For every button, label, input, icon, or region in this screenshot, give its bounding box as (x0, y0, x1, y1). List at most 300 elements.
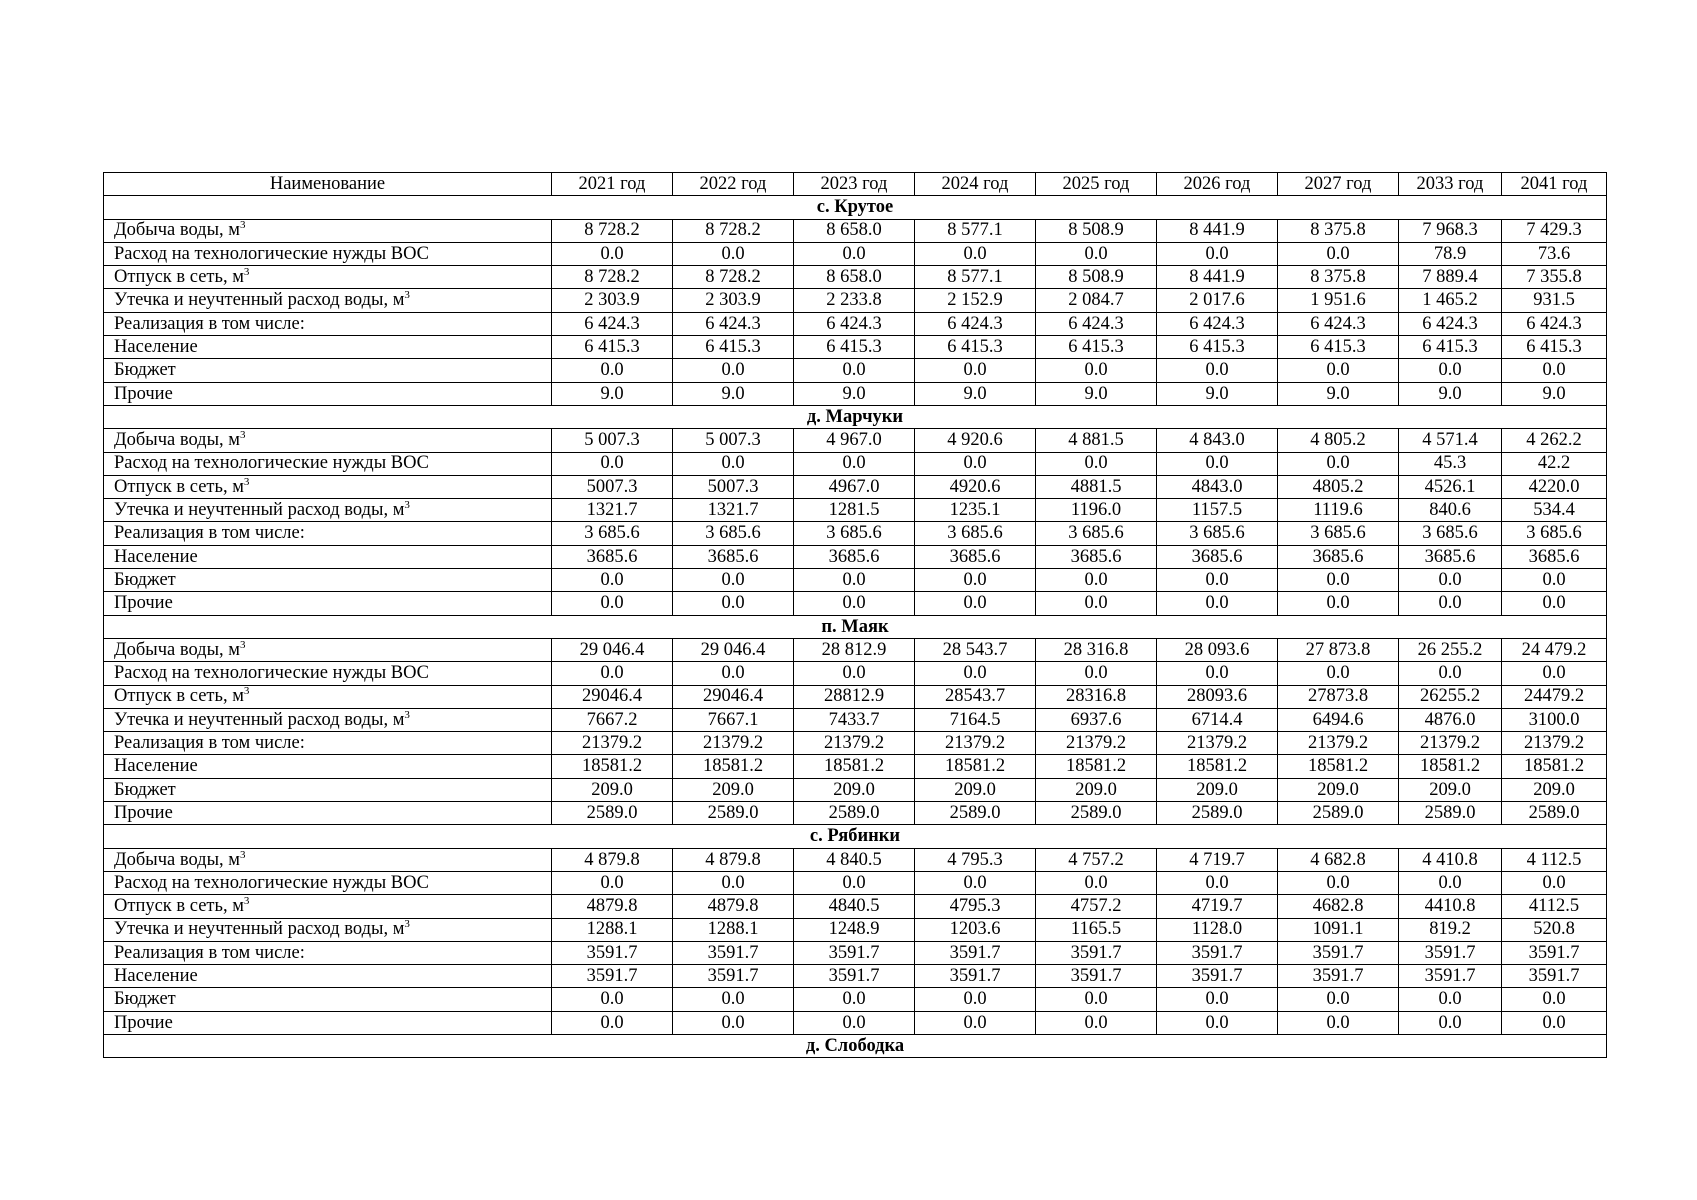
value-cell: 7667.2 (552, 708, 673, 731)
row-name-cell (104, 685, 552, 708)
value-cell: 4757.2 (1036, 895, 1157, 918)
header-row (104, 173, 1607, 196)
table-row (104, 755, 1607, 778)
unit-superscript: 3 (239, 638, 246, 651)
value-cell: 2589.0 (1157, 802, 1278, 825)
value-cell: 3591.7 (552, 941, 673, 964)
unit-superscript: 3 (243, 685, 250, 698)
value-cell: 6 424.3 (1399, 312, 1502, 335)
value-cell: 28543.7 (915, 685, 1036, 708)
value-cell: 0.0 (794, 452, 915, 475)
value-cell: 0.0 (915, 242, 1036, 265)
value-cell: 21379.2 (1399, 732, 1502, 755)
value-cell: 29046.4 (552, 685, 673, 708)
row-name-cell (104, 499, 552, 522)
row-name: Отпуск в сеть, м (114, 896, 244, 917)
value-cell: 29046.4 (673, 685, 794, 708)
table-body (104, 196, 1607, 1058)
value-cell: 18581.2 (673, 755, 794, 778)
value-cell: 6 424.3 (552, 312, 673, 335)
value-cell: 0.0 (794, 242, 915, 265)
row-name: Население (114, 965, 198, 986)
table-row (104, 685, 1607, 708)
value-cell: 0.0 (1036, 988, 1157, 1011)
value-cell: 6 415.3 (673, 336, 794, 359)
value-cell: 2589.0 (1036, 802, 1157, 825)
row-name: Прочие (114, 802, 173, 823)
value-cell: 4 112.5 (1502, 848, 1607, 871)
value-cell: 2589.0 (552, 802, 673, 825)
value-cell: 0.0 (1399, 359, 1502, 382)
unit-superscript: 3 (239, 219, 246, 232)
value-cell: 9.0 (794, 382, 915, 405)
row-name: Бюджет (114, 569, 176, 590)
value-cell: 6 415.3 (1036, 336, 1157, 359)
unit-superscript: 3 (239, 429, 246, 442)
value-cell: 21379.2 (1278, 732, 1399, 755)
value-cell: 0.0 (915, 871, 1036, 894)
value-cell: 4876.0 (1399, 708, 1502, 731)
value-cell: 0.0 (915, 569, 1036, 592)
value-cell: 0.0 (915, 359, 1036, 382)
row-name: Прочие (114, 593, 173, 614)
value-cell: 0.0 (1502, 1011, 1607, 1034)
table-row (104, 452, 1607, 475)
unit-superscript: 3 (404, 918, 410, 931)
table-row (104, 429, 1607, 452)
value-cell: 0.0 (1157, 452, 1278, 475)
value-cell: 0.0 (1157, 592, 1278, 615)
value-cell: 4 840.5 (794, 848, 915, 871)
header-cell-name: Наименование (104, 173, 552, 196)
value-cell: 3591.7 (1399, 941, 1502, 964)
table-row (104, 895, 1607, 918)
unit-superscript: 3 (404, 708, 410, 721)
header-cell-year: 2021 год (552, 173, 673, 196)
table-row (104, 522, 1607, 545)
value-cell: 6 415.3 (552, 336, 673, 359)
value-cell: 0.0 (915, 988, 1036, 1011)
table-row (104, 848, 1607, 871)
value-cell: 26255.2 (1399, 685, 1502, 708)
table-row (104, 499, 1607, 522)
value-cell: 1 951.6 (1278, 289, 1399, 312)
table-row (104, 312, 1607, 335)
table-row (104, 802, 1607, 825)
value-cell: 0.0 (915, 452, 1036, 475)
value-cell: 1248.9 (794, 918, 915, 941)
value-cell: 5007.3 (552, 475, 673, 498)
value-cell: 4843.0 (1157, 475, 1278, 498)
value-cell: 24 479.2 (1502, 638, 1607, 661)
value-cell: 18581.2 (915, 755, 1036, 778)
value-cell: 1281.5 (794, 499, 915, 522)
value-cell: 28 543.7 (915, 638, 1036, 661)
value-cell: 1165.5 (1036, 918, 1157, 941)
value-cell: 209.0 (673, 778, 794, 801)
table-row (104, 382, 1607, 405)
value-cell: 18581.2 (1399, 755, 1502, 778)
row-name: Реализация в том числе: (114, 313, 305, 334)
value-cell: 3685.6 (1278, 545, 1399, 568)
table-row (104, 242, 1607, 265)
row-name-cell (104, 242, 552, 265)
header-cell-year: 2027 год (1278, 173, 1399, 196)
value-cell: 4220.0 (1502, 475, 1607, 498)
value-cell: 0.0 (1157, 988, 1278, 1011)
table-row (104, 662, 1607, 685)
value-cell: 8 658.0 (794, 219, 915, 242)
row-name: Добыча воды, м (114, 849, 240, 870)
value-cell: 7 968.3 (1399, 219, 1502, 242)
row-name-cell (104, 452, 552, 475)
row-name: Бюджет (114, 360, 176, 381)
value-cell: 0.0 (1502, 871, 1607, 894)
value-cell: 0.0 (794, 662, 915, 685)
value-cell: 4 262.2 (1502, 429, 1607, 452)
value-cell: 0.0 (1157, 569, 1278, 592)
row-name-cell (104, 545, 552, 568)
value-cell: 0.0 (1278, 662, 1399, 685)
value-cell: 9.0 (1278, 382, 1399, 405)
value-cell: 3 685.6 (1399, 522, 1502, 545)
section-title: д. Марчуки (104, 405, 1607, 428)
value-cell: 0.0 (552, 662, 673, 685)
value-cell: 3591.7 (915, 965, 1036, 988)
value-cell: 0.0 (673, 569, 794, 592)
value-cell: 4 967.0 (794, 429, 915, 452)
row-name-cell (104, 359, 552, 382)
value-cell: 6 415.3 (794, 336, 915, 359)
value-cell: 0.0 (1278, 569, 1399, 592)
value-cell: 6 424.3 (794, 312, 915, 335)
value-cell: 0.0 (1036, 242, 1157, 265)
value-cell: 0.0 (794, 988, 915, 1011)
row-name-cell (104, 965, 552, 988)
value-cell: 0.0 (1036, 359, 1157, 382)
value-cell: 8 577.1 (915, 266, 1036, 289)
value-cell: 2589.0 (673, 802, 794, 825)
value-cell: 3685.6 (1036, 545, 1157, 568)
value-cell: 3685.6 (673, 545, 794, 568)
value-cell: 0.0 (1157, 1011, 1278, 1034)
table-row (104, 592, 1607, 615)
row-name: Реализация в том числе: (114, 523, 305, 544)
value-cell: 6937.6 (1036, 708, 1157, 731)
value-cell: 1203.6 (915, 918, 1036, 941)
value-cell: 7433.7 (794, 708, 915, 731)
value-cell: 0.0 (794, 871, 915, 894)
value-cell: 0.0 (1157, 359, 1278, 382)
value-cell: 3591.7 (552, 965, 673, 988)
value-cell: 1119.6 (1278, 499, 1399, 522)
value-cell: 3591.7 (673, 941, 794, 964)
row-name-cell (104, 312, 552, 335)
value-cell: 0.0 (552, 452, 673, 475)
value-cell: 6 415.3 (1502, 336, 1607, 359)
value-cell: 3591.7 (915, 941, 1036, 964)
section-title: с. Крутое (104, 196, 1607, 219)
value-cell: 8 728.2 (673, 219, 794, 242)
row-name: Реализация в том числе: (114, 733, 305, 754)
value-cell: 18581.2 (1036, 755, 1157, 778)
unit-superscript: 3 (243, 895, 250, 908)
table-row (104, 732, 1607, 755)
value-cell: 0.0 (915, 662, 1036, 685)
value-cell: 73.6 (1502, 242, 1607, 265)
value-cell: 3685.6 (794, 545, 915, 568)
value-cell: 0.0 (1278, 592, 1399, 615)
row-name: Добыча воды, м (114, 639, 240, 660)
table-row (104, 638, 1607, 661)
value-cell: 28316.8 (1036, 685, 1157, 708)
value-cell: 18581.2 (1278, 755, 1399, 778)
table-row (104, 918, 1607, 941)
value-cell: 1235.1 (915, 499, 1036, 522)
value-cell: 3 685.6 (673, 522, 794, 545)
row-name: Бюджет (114, 989, 176, 1010)
row-name: Расход на технологические нужды ВОС (114, 872, 430, 893)
value-cell: 45.3 (1399, 452, 1502, 475)
value-cell: 0.0 (1278, 242, 1399, 265)
value-cell: 1157.5 (1157, 499, 1278, 522)
value-cell: 4 410.8 (1399, 848, 1502, 871)
value-cell: 0.0 (673, 359, 794, 382)
value-cell: 0.0 (552, 359, 673, 382)
value-cell: 4 881.5 (1036, 429, 1157, 452)
row-name: Утечка и неучтенный расход воды, м (114, 290, 405, 311)
row-name-cell (104, 429, 552, 452)
row-name-cell (104, 941, 552, 964)
value-cell: 1288.1 (673, 918, 794, 941)
row-name: Добыча воды, м (114, 220, 240, 241)
value-cell: 4719.7 (1157, 895, 1278, 918)
value-cell: 1321.7 (552, 499, 673, 522)
row-name: Отпуск в сеть, м (114, 267, 244, 288)
value-cell: 0.0 (1278, 871, 1399, 894)
value-cell: 4 920.6 (915, 429, 1036, 452)
row-name: Прочие (114, 1012, 173, 1033)
value-cell: 4795.3 (915, 895, 1036, 918)
value-cell: 0.0 (1036, 1011, 1157, 1034)
value-cell: 6 424.3 (1157, 312, 1278, 335)
table-row (104, 475, 1607, 498)
value-cell: 3 685.6 (915, 522, 1036, 545)
value-cell: 8 728.2 (673, 266, 794, 289)
value-cell: 4410.8 (1399, 895, 1502, 918)
row-name: Добыча воды, м (114, 430, 240, 451)
value-cell: 3591.7 (1278, 941, 1399, 964)
row-name: Реализация в том числе: (114, 942, 305, 963)
value-cell: 209.0 (1278, 778, 1399, 801)
value-cell: 6 415.3 (1157, 336, 1278, 359)
value-cell: 0.0 (1157, 871, 1278, 894)
value-cell: 209.0 (915, 778, 1036, 801)
value-cell: 0.0 (1502, 359, 1607, 382)
value-cell: 0.0 (673, 871, 794, 894)
value-cell: 4881.5 (1036, 475, 1157, 498)
value-cell: 3685.6 (552, 545, 673, 568)
table-row (104, 359, 1607, 382)
value-cell: 0.0 (794, 1011, 915, 1034)
value-cell: 3 685.6 (1502, 522, 1607, 545)
header-cell-year: 2033 год (1399, 173, 1502, 196)
value-cell: 3 685.6 (1036, 522, 1157, 545)
row-name: Расход на технологические нужды ВОС (114, 453, 430, 474)
section-title: д. Слободка (104, 1034, 1607, 1057)
value-cell: 21379.2 (794, 732, 915, 755)
value-cell: 2589.0 (1399, 802, 1502, 825)
value-cell: 0.0 (1157, 662, 1278, 685)
table-row (104, 266, 1607, 289)
row-name: Прочие (114, 383, 173, 404)
table-row (104, 569, 1607, 592)
value-cell: 6 424.3 (1278, 312, 1399, 335)
value-cell: 209.0 (794, 778, 915, 801)
value-cell: 6 424.3 (915, 312, 1036, 335)
value-cell: 0.0 (673, 242, 794, 265)
row-name-cell (104, 778, 552, 801)
value-cell: 9.0 (673, 382, 794, 405)
value-cell: 24479.2 (1502, 685, 1607, 708)
value-cell: 9.0 (1502, 382, 1607, 405)
value-cell: 8 508.9 (1036, 266, 1157, 289)
value-cell: 0.0 (1036, 452, 1157, 475)
value-cell: 21379.2 (915, 732, 1036, 755)
value-cell: 2 233.8 (794, 289, 915, 312)
value-cell: 7 355.8 (1502, 266, 1607, 289)
table-row (104, 941, 1607, 964)
row-name-cell (104, 266, 552, 289)
row-name-cell (104, 336, 552, 359)
value-cell: 0.0 (1157, 242, 1278, 265)
value-cell: 8 728.2 (552, 266, 673, 289)
value-cell: 0.0 (794, 569, 915, 592)
value-cell: 0.0 (673, 592, 794, 615)
value-cell: 4 879.8 (552, 848, 673, 871)
value-cell: 4 682.8 (1278, 848, 1399, 871)
table-row (104, 965, 1607, 988)
value-cell: 28 812.9 (794, 638, 915, 661)
value-cell: 4920.6 (915, 475, 1036, 498)
value-cell: 0.0 (673, 452, 794, 475)
value-cell: 6 424.3 (1502, 312, 1607, 335)
value-cell: 27873.8 (1278, 685, 1399, 708)
value-cell: 5 007.3 (552, 429, 673, 452)
value-cell: 78.9 (1399, 242, 1502, 265)
value-cell: 0.0 (1399, 662, 1502, 685)
value-cell: 6 415.3 (1399, 336, 1502, 359)
value-cell: 209.0 (1399, 778, 1502, 801)
value-cell: 4 843.0 (1157, 429, 1278, 452)
value-cell: 840.6 (1399, 499, 1502, 522)
value-cell: 209.0 (1502, 778, 1607, 801)
value-cell: 29 046.4 (673, 638, 794, 661)
value-cell: 2 303.9 (552, 289, 673, 312)
value-cell: 3685.6 (1502, 545, 1607, 568)
row-name-cell (104, 802, 552, 825)
row-name-cell (104, 1011, 552, 1034)
value-cell: 3591.7 (1399, 965, 1502, 988)
value-cell: 0.0 (794, 359, 915, 382)
value-cell: 7164.5 (915, 708, 1036, 731)
value-cell: 4 795.3 (915, 848, 1036, 871)
row-name-cell (104, 522, 552, 545)
value-cell: 2589.0 (1502, 802, 1607, 825)
table-row (104, 988, 1607, 1011)
value-cell: 0.0 (552, 988, 673, 1011)
value-cell: 4 571.4 (1399, 429, 1502, 452)
value-cell: 1196.0 (1036, 499, 1157, 522)
value-cell: 5007.3 (673, 475, 794, 498)
value-cell: 2 152.9 (915, 289, 1036, 312)
section-title: с. Рябинки (104, 825, 1607, 848)
value-cell: 0.0 (1036, 871, 1157, 894)
value-cell: 21379.2 (552, 732, 673, 755)
value-cell: 4 757.2 (1036, 848, 1157, 871)
row-name: Отпуск в сеть, м (114, 476, 244, 497)
value-cell: 8 441.9 (1157, 219, 1278, 242)
row-name: Бюджет (114, 779, 176, 800)
value-cell: 0.0 (1036, 569, 1157, 592)
value-cell: 0.0 (552, 242, 673, 265)
value-cell: 3 685.6 (552, 522, 673, 545)
value-cell: 0.0 (1399, 569, 1502, 592)
value-cell: 2589.0 (794, 802, 915, 825)
value-cell: 9.0 (1399, 382, 1502, 405)
value-cell: 819.2 (1399, 918, 1502, 941)
value-cell: 3591.7 (1157, 941, 1278, 964)
value-cell: 4 719.7 (1157, 848, 1278, 871)
value-cell: 18581.2 (1157, 755, 1278, 778)
row-name: Утечка и неучтенный расход воды, м (114, 709, 405, 730)
value-cell: 3591.7 (794, 941, 915, 964)
value-cell: 42.2 (1502, 452, 1607, 475)
value-cell: 2 303.9 (673, 289, 794, 312)
value-cell: 3591.7 (1278, 965, 1399, 988)
value-cell: 6494.6 (1278, 708, 1399, 731)
row-name-cell (104, 988, 552, 1011)
value-cell: 21379.2 (673, 732, 794, 755)
value-cell: 3685.6 (915, 545, 1036, 568)
value-cell: 520.8 (1502, 918, 1607, 941)
value-cell: 4879.8 (552, 895, 673, 918)
header-cell-year: 2023 год (794, 173, 915, 196)
value-cell: 931.5 (1502, 289, 1607, 312)
row-name-cell (104, 569, 552, 592)
value-cell: 28 316.8 (1036, 638, 1157, 661)
value-cell: 0.0 (1036, 592, 1157, 615)
value-cell: 0.0 (1036, 662, 1157, 685)
value-cell: 21379.2 (1157, 732, 1278, 755)
value-cell: 6 424.3 (1036, 312, 1157, 335)
value-cell: 3685.6 (1157, 545, 1278, 568)
row-name-cell (104, 732, 552, 755)
value-cell: 4 879.8 (673, 848, 794, 871)
value-cell: 2 084.7 (1036, 289, 1157, 312)
row-name: Утечка и неучтенный расход воды, м (114, 500, 405, 521)
value-cell: 8 375.8 (1278, 219, 1399, 242)
value-cell: 4805.2 (1278, 475, 1399, 498)
value-cell: 2 017.6 (1157, 289, 1278, 312)
row-name-cell (104, 848, 552, 871)
row-name-cell (104, 219, 552, 242)
value-cell: 4967.0 (794, 475, 915, 498)
value-cell: 0.0 (1278, 1011, 1399, 1034)
row-name-cell (104, 475, 552, 498)
value-cell: 0.0 (1399, 592, 1502, 615)
row-name: Население (114, 546, 198, 567)
